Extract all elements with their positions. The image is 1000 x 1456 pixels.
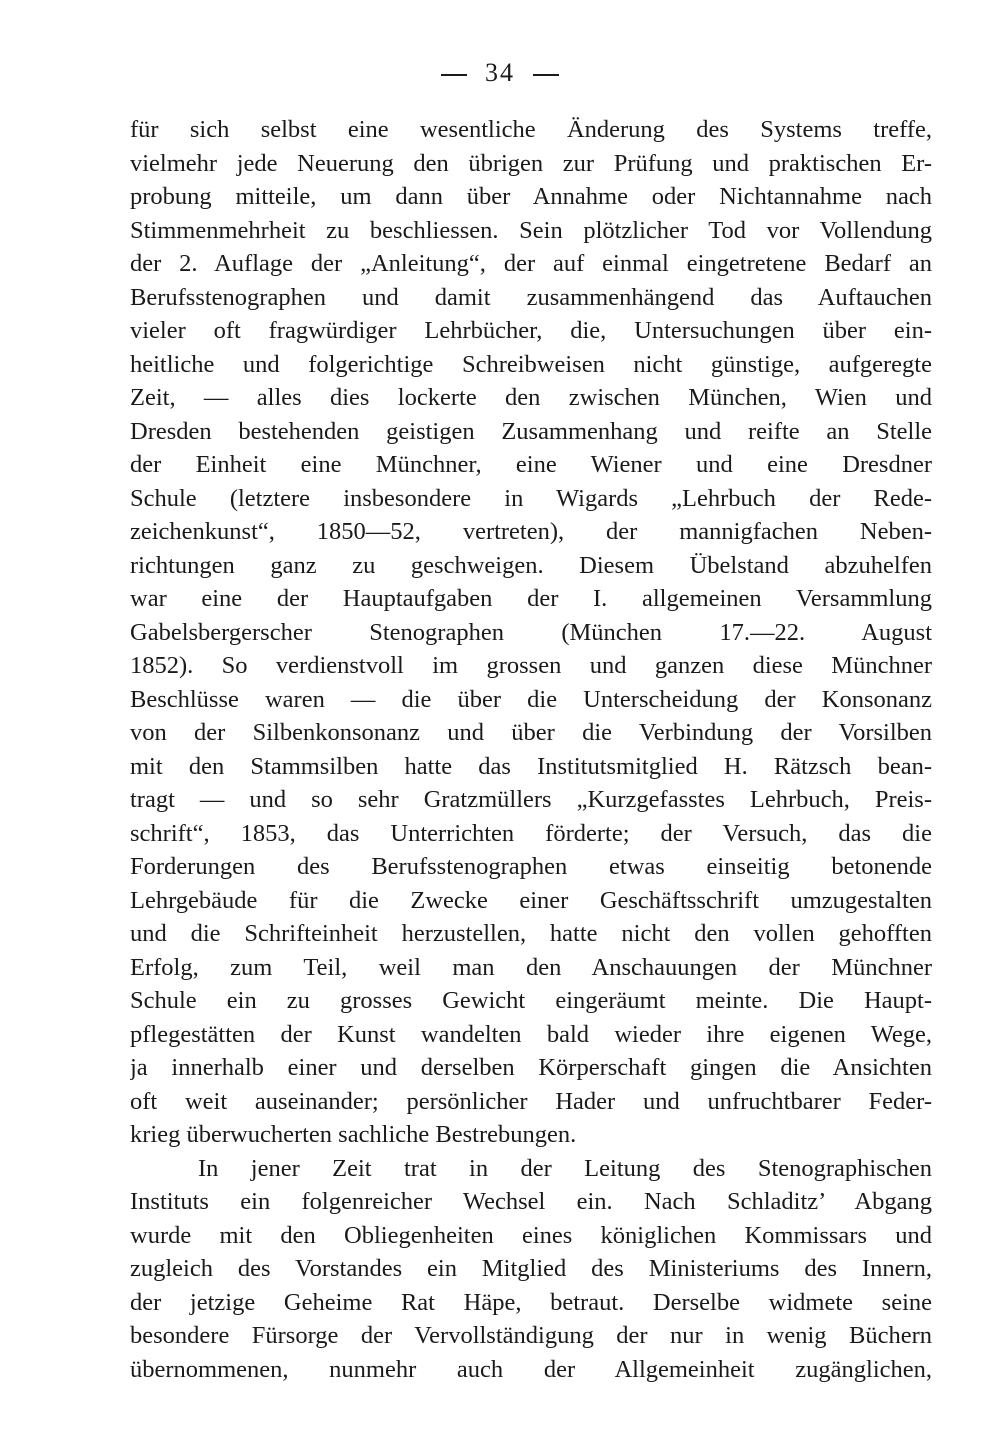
text-line: übernommenen, nunmehr auch der Allgemeinheit zugänglichen, (130, 1355, 932, 1383)
text-line: besondere Fürsorge der Vervollständigung der nur in wenig Büchern (130, 1322, 932, 1349)
text-line: von der Silbenkonsonanz und über die Verbindung der Vorsilben (130, 719, 932, 746)
text-line: Zeit, — alles dies lockerte den zwischen München, Wien und (130, 384, 932, 411)
paragraph-2 (130, 1152, 932, 1387)
text-line: pflegestätten der Kunst wandelten bald wieder ihre eigenen Wege, (130, 1020, 932, 1048)
text-line: Erfolg, zum Teil, weil man den Anschauungen der Münchner (130, 953, 932, 981)
paragraph-1 (130, 113, 932, 1152)
text-line: der Einheit eine Münchner, eine Wiener und eine Dresdner (130, 451, 932, 478)
text-line: vielmehr jede Neuerung den übrigen zur Prüfung und praktischen Er- (130, 149, 932, 177)
right-dash (533, 74, 559, 76)
page-number: 34 (485, 58, 515, 87)
text-line: zeichenkunst“, 1850—52, vertreten), der mannigfachen Neben- (130, 518, 932, 545)
text-line: Forderungen des Berufsstenographen etwas einseitig betonende (130, 853, 932, 880)
text-line: Schule (letztere insbesondere in Wigards „Lehrbuch der Rede- (130, 484, 932, 512)
text-line: Beschlüsse waren — die über die Unterscheidung der Konsonanz (130, 685, 932, 713)
text-line: oft weit auseinander; persönlicher Hader und unfruchtbarer Feder- (130, 1087, 932, 1115)
page-number-header (0, 58, 1000, 88)
text-line: Stimmenmehrheit zu beschliessen. Sein plötzlicher Tod vor Vollendung (130, 216, 932, 244)
text-line: heitliche und folgerichtige Schreibweisen nicht günstige, aufgeregte (130, 350, 932, 378)
text-line: vieler oft fragwürdiger Lehrbücher, die, Untersuchungen über ein- (130, 317, 932, 344)
text-line: zugleich des Vorstandes ein Mitglied des Ministeriums des Innern, (130, 1255, 932, 1282)
text-line: Gabelsbergerscher Stenographen (München 17.—22. August (130, 618, 932, 646)
body-text (130, 113, 932, 1386)
left-dash (441, 74, 467, 76)
text-line: für sich selbst eine wesentliche Änderung des Systems treffe, (130, 116, 932, 143)
text-line: krieg überwucherten sachliche Bestrebungen. (130, 1121, 577, 1148)
text-line: Dresden bestehenden geistigen Zusammenhang und reifte an Stelle (130, 417, 932, 445)
text-line: richtungen ganz zu geschweigen. Diesem Übelstand abzuhelfen (130, 551, 932, 579)
text-line: In jener Zeit trat in der Leitung des Stenographischen (198, 1154, 932, 1182)
text-line: und die Schrifteinheit herzustellen, hatte nicht den vollen gehofften (130, 920, 932, 947)
text-line: mit den Stammsilben hatte das Institutsmitglied H. Rätzsch bean- (130, 752, 932, 780)
text-line: Lehrgebäude für die Zwecke einer Geschäftsschrift umzugestalten (130, 886, 932, 914)
text-line: 1852). So verdienstvoll im grossen und ganzen diese Münchner (130, 652, 932, 679)
text-line: probung mitteile, um dann über Annahme oder Nichtannahme nach (130, 183, 932, 210)
text-line: der jetzige Geheime Rat Häpe, betraut. Derselbe widmete seine (130, 1288, 932, 1316)
text-line: Instituts ein folgenreicher Wechsel ein. Nach Schladitz’ Abgang (130, 1188, 932, 1215)
text-line: Schule ein zu grosses Gewicht eingeräumt meinte. Die Haupt- (130, 987, 932, 1014)
text-line: ja innerhalb einer und derselben Körperschaft gingen die Ansichten (130, 1054, 932, 1081)
text-line: schrift“, 1853, das Unterrichten förderte; der Versuch, das die (130, 819, 932, 847)
text-line: der 2. Auflage der „Anleitung“, der auf einmal eingetretene Bedarf an (130, 250, 932, 277)
text-line: war eine der Hauptaufgaben der I. allgemeinen Versammlung (130, 585, 932, 612)
text-line: tragt — und so sehr Gratzmüllers „Kurzgefasstes Lehrbuch, Preis- (130, 786, 932, 813)
text-line: wurde mit den Obliegenheiten eines königlichen Kommissars und (130, 1221, 932, 1249)
text-line: Berufsstenographen und damit zusammenhängend das Auftauchen (130, 283, 932, 311)
